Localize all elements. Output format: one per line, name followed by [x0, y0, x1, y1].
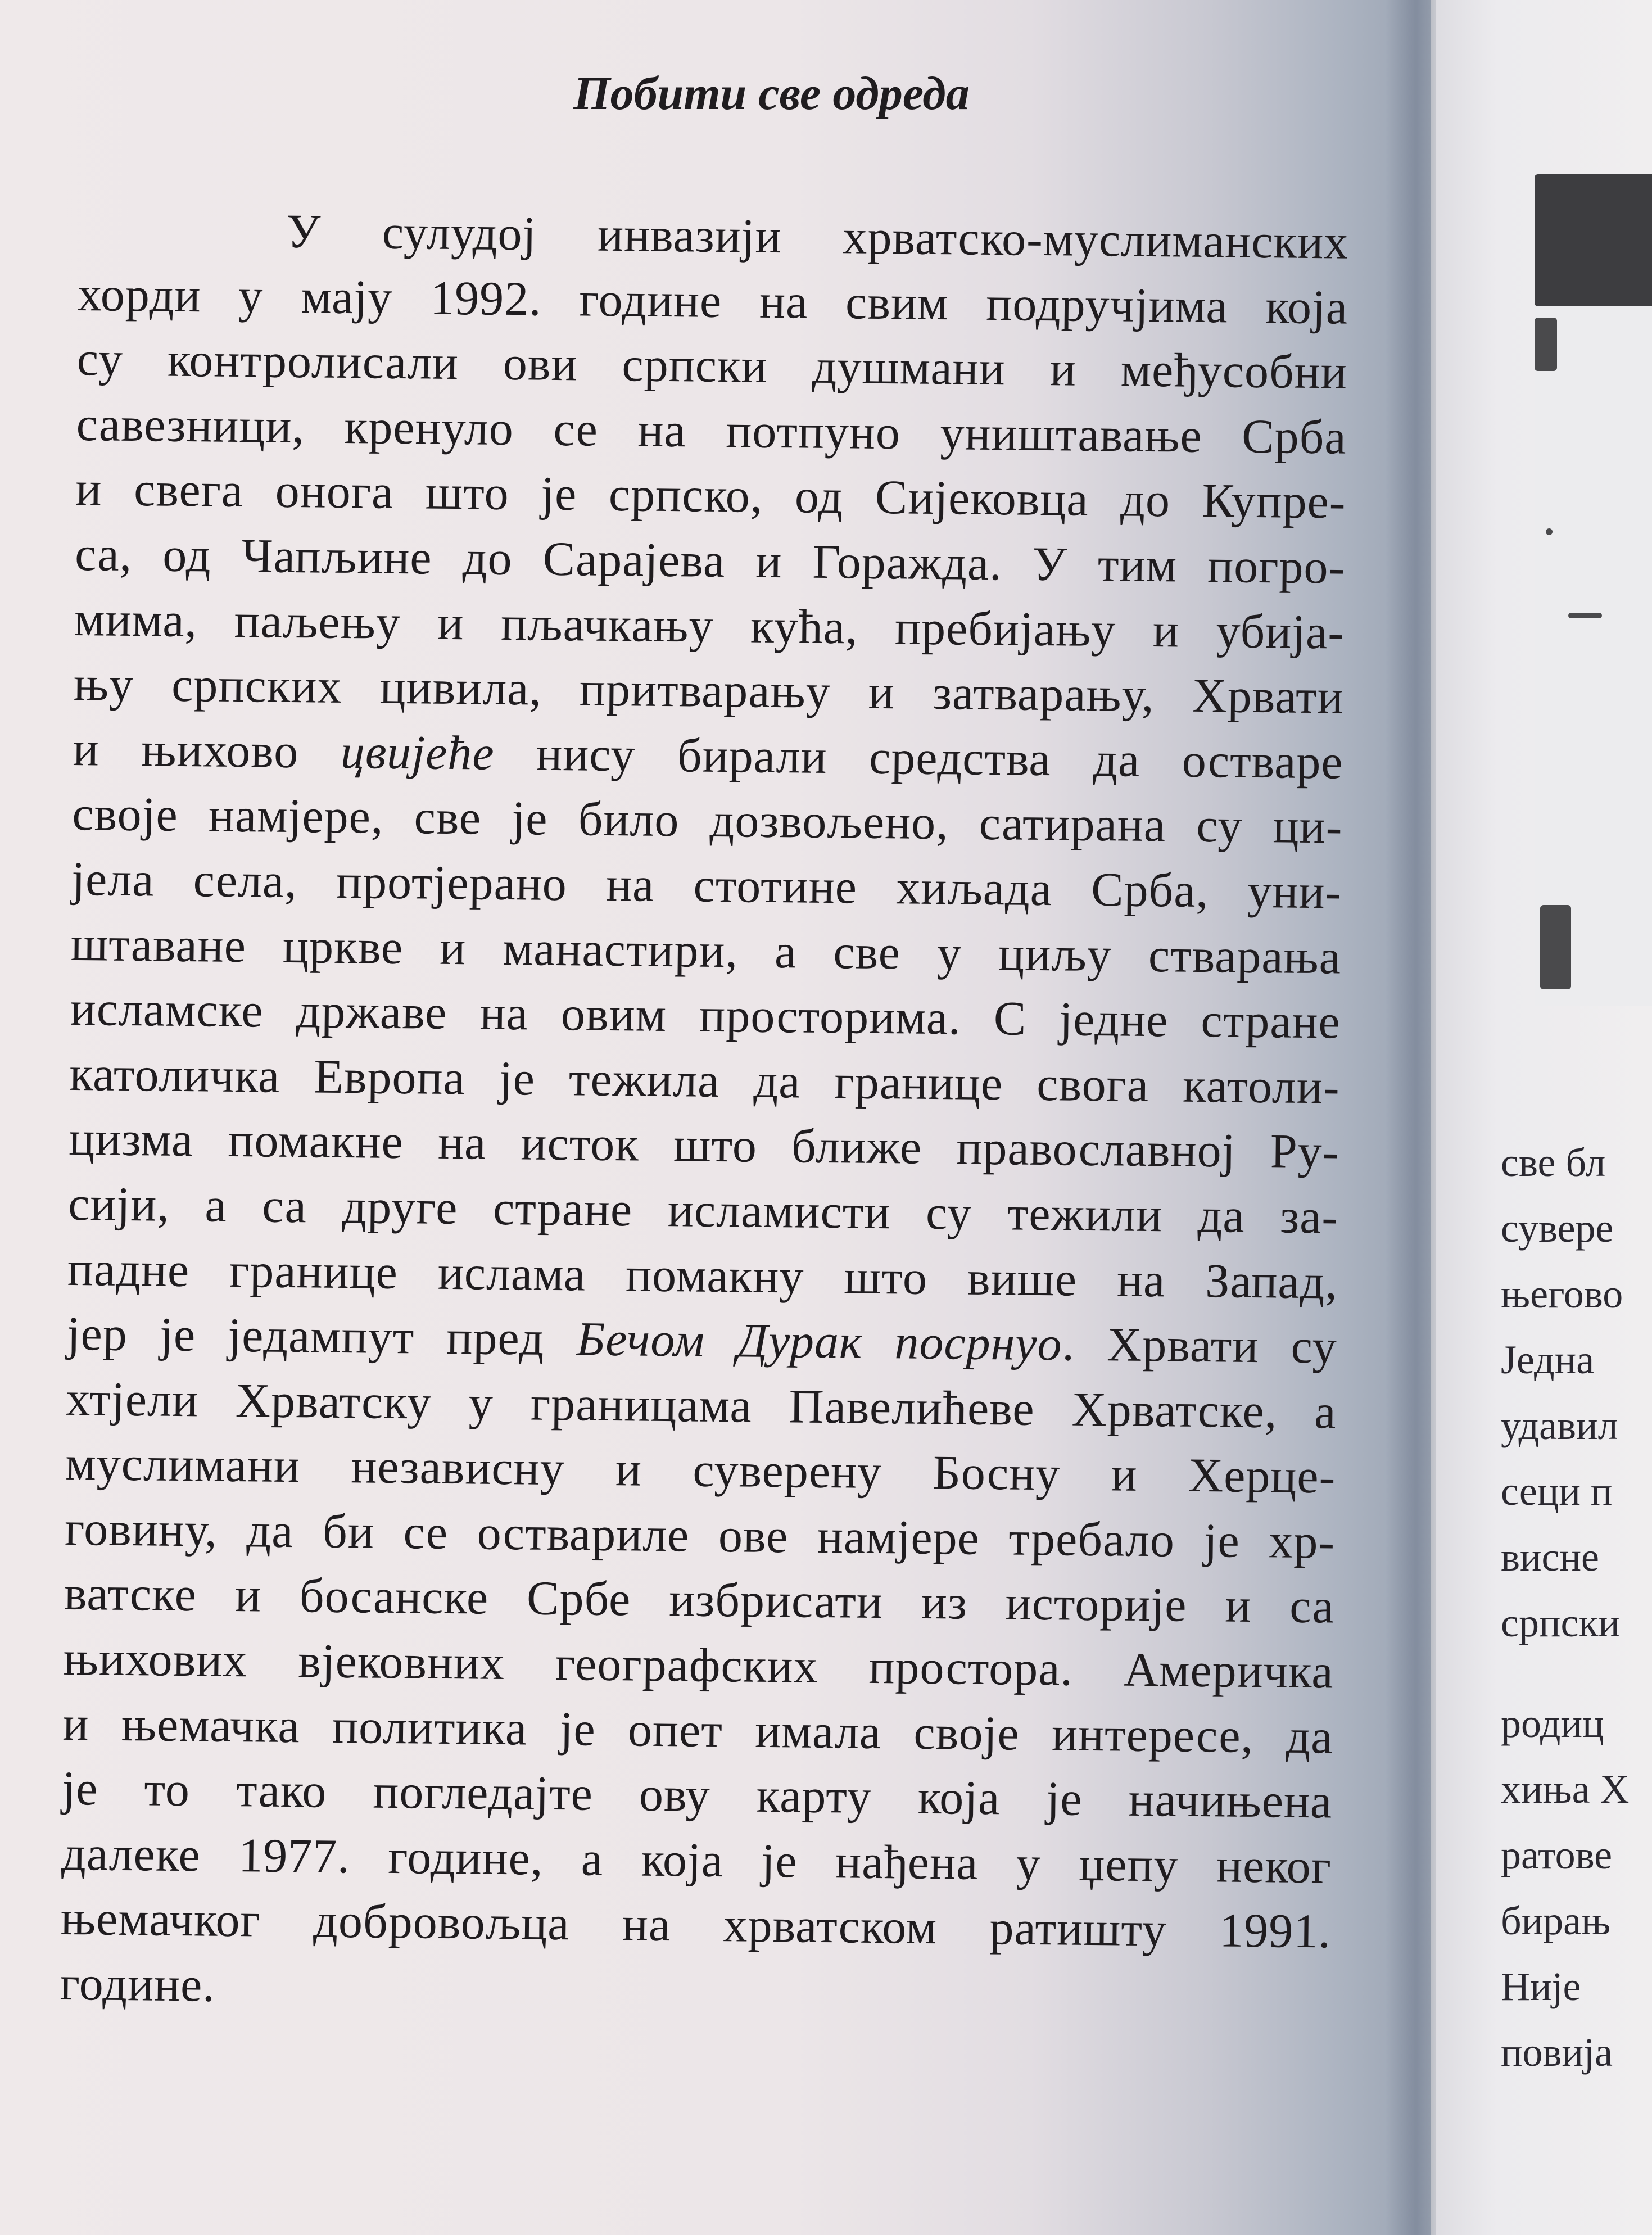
right-text-fragment: Није: [1501, 1964, 1581, 2009]
text-line: [73, 652, 1344, 730]
italic-phrase: Бечом Дурак посрнуо: [576, 1311, 1063, 1371]
right-text-fragment: бирањ: [1501, 1898, 1611, 1943]
text-segment: ватске и босанске Србе избрисати из историје и са: [64, 1566, 1335, 1634]
right-text-fragment: српски: [1501, 1600, 1620, 1645]
paragraph-gap: [1501, 1656, 1652, 1691]
text-segment: католичка Европа је тежила да границе свога католи-: [69, 1046, 1341, 1114]
text-segment: њемачког добровољца на хрватском ратишту 1991.: [60, 1891, 1332, 1958]
text-segment: говину, да би се оствариле ове намјере требало је хр-: [64, 1501, 1336, 1569]
text-segment: мима, паљењу и пљачкању кућа, пребијању и убија-: [74, 591, 1345, 659]
right-text-fragment: све бл: [1501, 1140, 1606, 1185]
text-line: [70, 976, 1341, 1055]
right-text-fragment: родиц: [1501, 1701, 1604, 1746]
text-segment: . Хрвати су: [1062, 1316, 1338, 1374]
right-text-fragment: његово: [1501, 1272, 1623, 1316]
text-segment: јела села, протјерано на стотине хиљада Срба, уни-: [71, 851, 1342, 919]
text-segment: јер је једампут пред: [66, 1306, 577, 1366]
text-segment: муслимани независну и суверену Босну и Херце-: [65, 1436, 1336, 1504]
text-segment: падне границе ислама помакну што више на Запад,: [67, 1241, 1338, 1309]
text-segment: своје намјере, све је било дозвољено, сатирана су ци-: [72, 786, 1343, 854]
text-segment: године.: [60, 1956, 216, 2012]
text-segment: У сулудој инвазији хрватско-муслиманских: [286, 203, 1349, 269]
right-text-fragment: висне: [1501, 1535, 1599, 1580]
text-segment: штаване цркве и манастири, а све у циљу стварања: [70, 916, 1342, 984]
right-text-fragment: сеци п: [1501, 1469, 1613, 1514]
text-segment: хтјели Хрватску у границама Павелићеве Хрватске, а: [66, 1371, 1337, 1439]
text-line: [63, 1626, 1334, 1704]
italic-phrase: цвијеће: [340, 724, 495, 780]
text-segment: са, од Чапљине до Сарајева и Горажда. У тим погро-: [74, 526, 1346, 594]
text-segment: хорди у мају 1992. године на свим подручјима која: [77, 266, 1348, 334]
right-text-fragment: Једна: [1501, 1337, 1595, 1382]
text-segment: и њихово: [73, 721, 341, 779]
right-text-fragment: удавил: [1501, 1403, 1618, 1448]
text-segment: су контролисали ови српски душмани и међусобни: [76, 332, 1348, 399]
text-line: [75, 522, 1346, 600]
right-text-fragment: ратове: [1501, 1833, 1613, 1877]
chapter-heading: Побити све одреда: [573, 67, 970, 120]
right-text-fragment: хиња Х: [1501, 1767, 1630, 1812]
text-segment: и њемачка политика је опет имала своје интересе, да: [62, 1696, 1333, 1764]
text-segment: нису бирали средства да остваре: [494, 726, 1344, 789]
text-segment: сији, а са друге стране исламисти су тежили да за-: [67, 1176, 1339, 1244]
text-segment: њихових вјековних географских простора. Америчка: [63, 1631, 1334, 1699]
text-segment: далеке 1977. године, а која је нађена у џепу неког: [61, 1826, 1332, 1894]
right-page-photo: [1535, 174, 1652, 1006]
text-line: [66, 1301, 1337, 1379]
text-segment: цизма помакне на исток што ближе православној Ру-: [68, 1111, 1339, 1179]
text-segment: исламске државе на овим просторима. С једне стране: [70, 981, 1341, 1049]
text-segment: њу српских цивила, притварању и затварању, Хрвати: [73, 657, 1345, 724]
right-text-fragment: повија: [1501, 2030, 1613, 2075]
book-gutter: [1386, 0, 1436, 2235]
text-segment: и свега онога што је српско, од Сијековца до Купре-: [75, 462, 1346, 530]
text-segment: је то тако погледајте ову карту која је начињена: [61, 1761, 1333, 1829]
text-line: [60, 1951, 1330, 2029]
text-line: [71, 847, 1342, 925]
body-text: [60, 197, 1349, 2029]
right-page-text: [1501, 1130, 1652, 2085]
text-line: [68, 1171, 1339, 1250]
text-line: [60, 1886, 1331, 1964]
right-text-fragment: сувере: [1501, 1206, 1614, 1251]
text-segment: савезници, кренуло се на потпуно уништавање Срба: [76, 396, 1347, 464]
